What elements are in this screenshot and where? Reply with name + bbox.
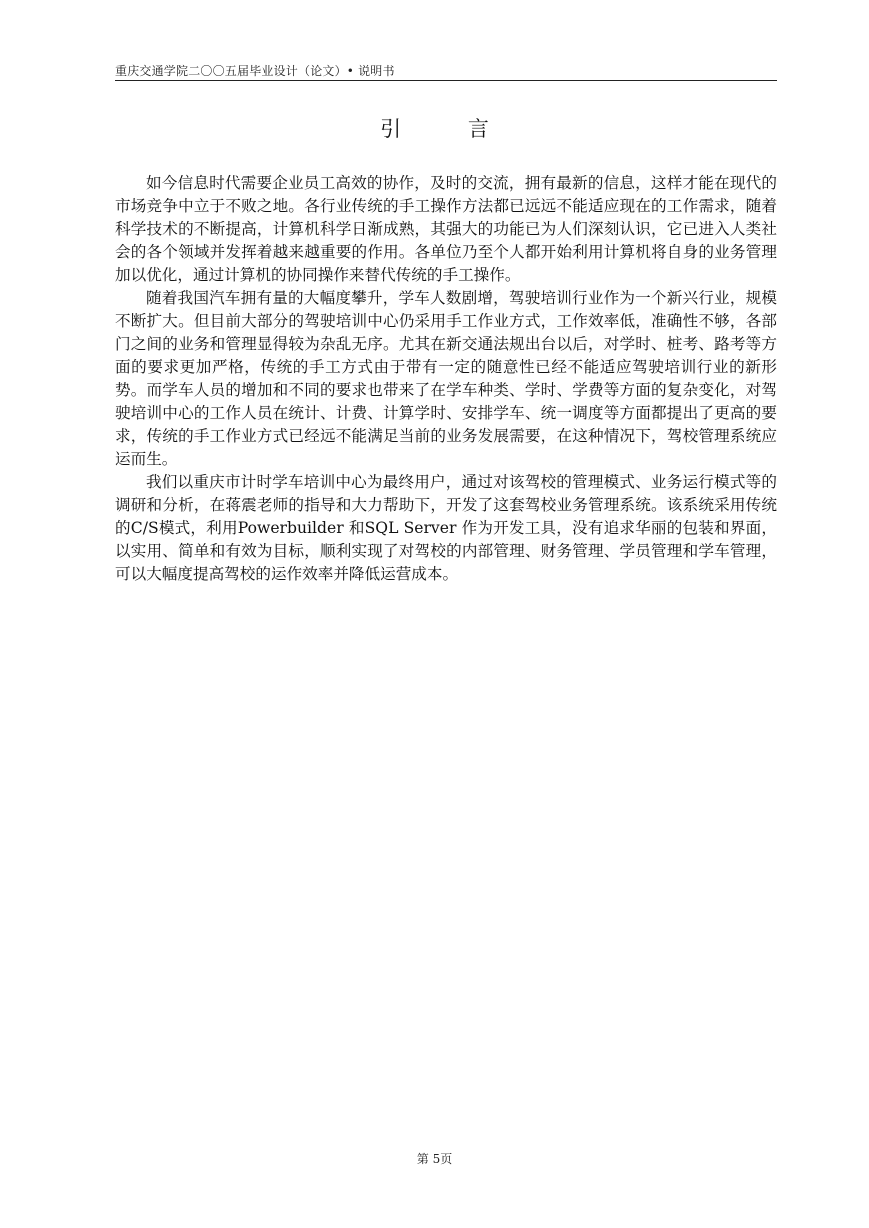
body-text (115, 172, 777, 586)
section-title: 引 言 (380, 117, 519, 141)
paragraph-3: 我们以重庆市计时学车培训中心为最终用户，通过对该驾校的管理模式、业务运行模式等的调研和分析，在蒋震老师的指导和大力帮助下，开发了这套驾校业务管理系统。该系统采用传统的C/S模式，利用Powerbuilder 和SQL Server 作为开发工具，没有追求华丽的包装和界面，以实用、简单和有效为目标，顺利实现了对驾校的内部管理、财务管理、学员管理和学车管理，可以大幅度提高驾校的运作效率并降低运营成本。 (115, 473, 777, 583)
paragraph-1: 如今信息时代需要企业员工高效的协作，及时的交流，拥有最新的信息，这样才能在现代的市场竞争中立于不败之地。各行业传统的手工操作方法都已远远不能适应现在的工作需求，随着科学技术的不断提高，计算机科学日渐成熟，其强大的功能已为人们深刻认识，它已进入人类社会的各个领域并发挥着越来越重要的作用。各单位乃至个人都开始利用计算机将自身的业务管理加以优化，通过计算机的协同操作来替代传统的手工操作。 (115, 174, 777, 284)
header-divider (115, 80, 777, 81)
running-header: 重庆交通学院二〇〇五届毕业设计（论文）• 说明书 (115, 64, 395, 78)
paragraph-2: 随着我国汽车拥有量的大幅度攀升，学车人数剧增，驾驶培训行业作为一个新兴行业，规模不断扩大。但目前大部分的驾驶培训中心仍采用手工作业方式，工作效率低，准确性不够，各部门之间的业务和管理显得较为杂乱无序。尤其在新交通法规出台以后，对学时、桩考、路考等方面的要求更加严格，传统的手工方式由于带有一定的随意性已经不能适应驾驶培训行业的新形势。而学车人员的增加和不同的要求也带来了在学车种类、学时、学费等方面的复杂变化，对驾驶培训中心的工作人员在统计、计费、计算学时、安排学车、统一调度等方面都提出了更高的要求，传统的手工作业方式已经远不能满足当前的业务发展需要，在这种情况下，驾校管理系统应运而生。 (115, 289, 777, 468)
page-number: 第 5页 (416, 1152, 453, 1166)
